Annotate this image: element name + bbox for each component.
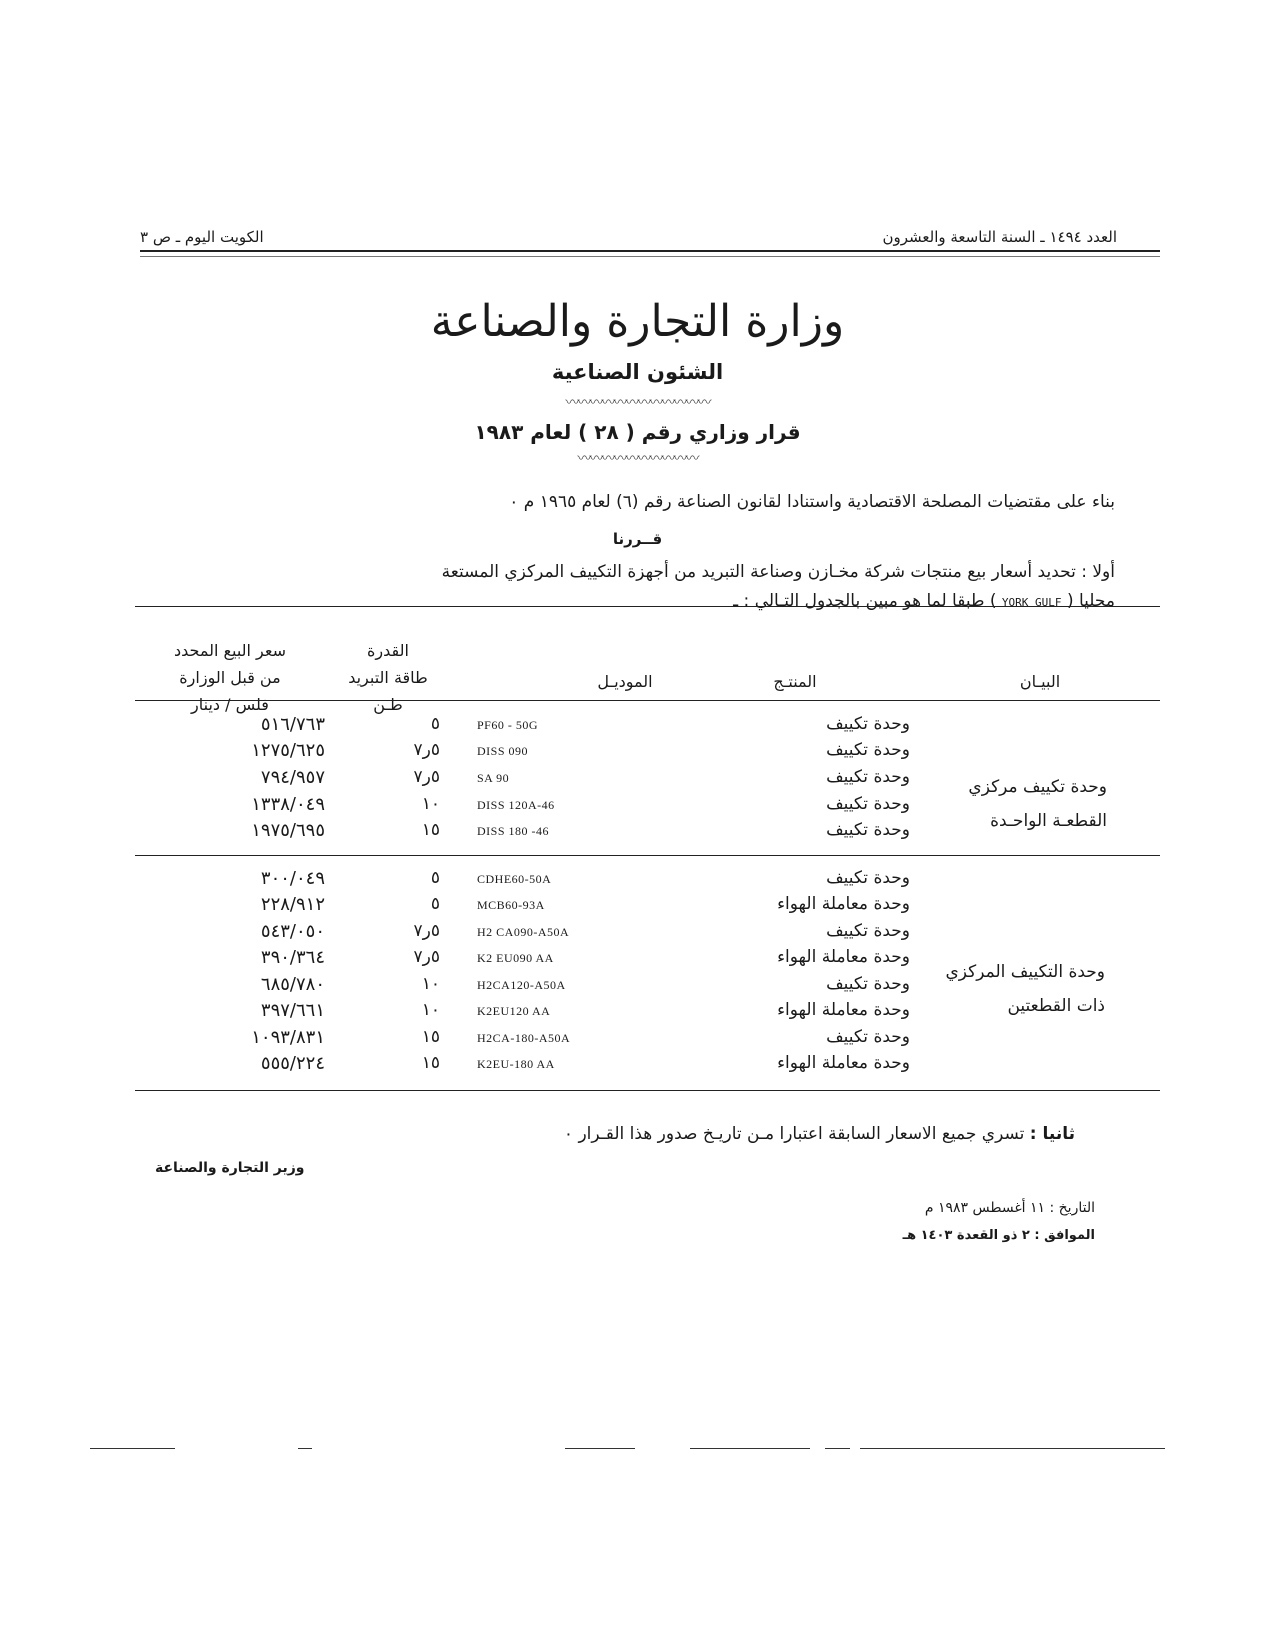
date-line: التاريخ : ١١ أغسطس ١٩٨٣ م (924, 1200, 1095, 1216)
footer-dash (825, 1448, 850, 1449)
row-capacity: ١٥ (421, 820, 440, 840)
second-clause (564, 1124, 1075, 1144)
row-product: وحدة تكييف (826, 714, 910, 734)
table-row (140, 1053, 1160, 1079)
table-row (140, 767, 1160, 793)
row-price: ٥٤٣/٠٥٠ (260, 921, 325, 942)
header-rule-thin (140, 256, 1160, 257)
row-model: K2 EU090 AA (477, 951, 554, 965)
row-model: H2CA-180-A50A (477, 1031, 571, 1045)
decision-title: قرار وزاري رقم ( ٢٨ ) لعام ١٩٨٣ (474, 420, 801, 444)
row-product: وحدة تكييف (826, 921, 910, 941)
row-product: وحدة تكييف (826, 767, 910, 787)
row-model: CDHE60-50A (477, 872, 552, 886)
price-header-line-1: سعر البيع المحدد (173, 641, 287, 660)
row-product: وحدة معاملة الهواء (777, 1053, 910, 1073)
table-row (140, 868, 1160, 894)
row-model: H2CA120-A50A (477, 978, 566, 992)
table-group-rule (135, 855, 1160, 856)
row-price: ٣٩٠/٣٦٤ (260, 947, 325, 968)
row-capacity: ١٥ (421, 1027, 440, 1047)
footer-dash (90, 1448, 175, 1449)
row-price: ٧٩٤/٩٥٧ (260, 767, 325, 788)
row-model: H2 CA090-A50A (477, 925, 570, 939)
minister-signature: وزير التجارة والصناعة (155, 1160, 305, 1176)
column-header-model: الموديـل (597, 672, 653, 691)
resolved-heading: قــررنا (612, 530, 663, 548)
row-price: ١٣٣٨/٠٤٩ (251, 794, 325, 815)
row-model: SA 90 (477, 771, 510, 785)
capacity-header-line-2: طاقة التبريد (348, 668, 428, 687)
row-capacity: ٥ر٧ (413, 767, 440, 787)
footer-dash (860, 1448, 1165, 1449)
row-price: ٣٠٠/٠٤٩ (260, 868, 325, 889)
row-price: ١٢٧٥/٦٢٥ (251, 740, 325, 761)
column-header-capacity (318, 637, 458, 718)
wavy-divider-lower: 〰〰〰〰〰〰〰〰〰〰 (577, 451, 698, 467)
table-row (140, 894, 1160, 920)
row-capacity: ١٠ (421, 794, 440, 814)
row-product: وحدة تكييف (826, 794, 910, 814)
row-product: وحدة تكييف (826, 820, 910, 840)
row-product: وحدة معاملة الهواء (777, 1000, 910, 1020)
row-capacity: ١٥ (421, 1053, 440, 1073)
first-clause-post: ) طبقا لما هو مبين بالجدول التـالي : ـ (733, 591, 997, 611)
table-row (140, 794, 1160, 820)
row-capacity: ٥ر٧ (413, 740, 440, 760)
row-capacity: ٥ (430, 714, 440, 734)
column-header-product: المنتـج (773, 672, 817, 691)
table-row (140, 820, 1160, 846)
footer-dash (565, 1448, 635, 1449)
table-bottom-rule (135, 1090, 1160, 1091)
department-title: الشئون الصناعية (551, 360, 724, 384)
row-product: وحدة تكييف (826, 974, 910, 994)
row-price: ٣٩٧/٦٦١ (260, 1000, 325, 1021)
row-product: وحدة تكييف (826, 740, 910, 760)
table-row (140, 974, 1160, 1000)
row-capacity: ٥ (430, 868, 440, 888)
table-row (140, 921, 1160, 947)
row-product: وحدة معاملة الهواء (777, 894, 910, 914)
ministry-title: وزارة التجارة والصناعة (430, 296, 845, 347)
table-row (140, 740, 1160, 766)
price-header-line-3: فلس / دينار (191, 695, 269, 714)
row-price: ٥٥٥/٢٢٤ (260, 1053, 325, 1074)
hijri-date-line: الموافق : ٢ ذو القعدة ١٤٠٣ هـ (902, 1228, 1095, 1243)
column-header-price (140, 637, 320, 718)
row-model: K2EU-180 AA (477, 1057, 555, 1071)
second-clause-text: تسري جميع الاسعار السابقة اعتبارا مـن تاريـخ صدور هذا القـرار ٠ (563, 1124, 1025, 1144)
table-row (140, 947, 1160, 973)
header-rule (140, 250, 1160, 252)
wavy-divider: 〰〰〰〰〰〰〰〰〰〰〰〰 (565, 395, 710, 411)
footer-dash (298, 1448, 312, 1449)
row-capacity: ١٠ (421, 974, 440, 994)
row-price: ١٩٧٥/٦٩٥ (251, 820, 325, 841)
table-top-rule (135, 606, 1160, 607)
row-product: وحدة معاملة الهواء (777, 947, 910, 967)
first-clause-pre: محليا ( (1066, 591, 1115, 611)
second-clause-label: ثانيا : (1029, 1124, 1075, 1144)
brand-name: YORK GULF (1001, 596, 1062, 609)
preamble-paragraph: بناء على مقتضيات المصلحة الاقتصادية واستنادا لقانون الصناعة رقم (٦) لعام ١٩٦٥ م ٠ (509, 492, 1115, 512)
row-capacity: ٥ (430, 894, 440, 914)
group-label-line-1: وحدة تكييف مركزي (968, 777, 1107, 797)
newspaper-header: الكويت اليوم ـ ص ٣ (140, 228, 264, 246)
row-price: ١٠٩٣/٨٣١ (251, 1027, 325, 1048)
row-model: DISS 090 (477, 744, 529, 758)
row-model: DISS 180 -46 (477, 824, 550, 838)
footer-dash (690, 1448, 810, 1449)
table-row (140, 714, 1160, 740)
row-model: PF60 - 50G (477, 718, 539, 732)
table-header-rule (135, 700, 1160, 701)
group-label-line-1: وحدة التكييف المركزي (945, 962, 1105, 982)
row-capacity: ٥ر٧ (413, 921, 440, 941)
capacity-header-line-1: القدرة (367, 641, 409, 660)
table-row (140, 1000, 1160, 1026)
first-clause-line-2 (733, 591, 1115, 611)
price-header-line-2: من قبل الوزارة (179, 668, 281, 687)
row-price: ٢٢٨/٩١٢ (260, 894, 325, 915)
row-model: K2EU120 AA (477, 1004, 551, 1018)
issue-header: العدد ١٤٩٤ ـ السنة التاسعة والعشرون (882, 228, 1117, 246)
row-product: وحدة تكييف (826, 1027, 910, 1047)
group-label-line-2: ذات القطعتين (1007, 996, 1105, 1016)
row-product: وحدة تكييف (826, 868, 910, 888)
column-header-statement: البيـان (1019, 672, 1061, 691)
row-capacity: ١٠ (421, 1000, 440, 1020)
row-capacity: ٥ر٧ (413, 947, 440, 967)
row-price: ٥١٦/٧٦٣ (260, 714, 325, 735)
row-model: DISS 120A-46 (477, 798, 555, 812)
row-model: MCB60-93A (477, 898, 545, 912)
table-row (140, 1027, 1160, 1053)
group-label-line-2: القطعـة الواحـدة (990, 811, 1107, 831)
row-price: ٦٨٥/٧٨٠ (260, 974, 325, 995)
first-clause-line-1: أولا : تحديد أسعار بيع منتجات شركة مخـازن وصناعة التبريد من أجهزة التكييف المركزي المستعة (441, 562, 1115, 582)
capacity-header-line-3: طـن (373, 695, 403, 714)
